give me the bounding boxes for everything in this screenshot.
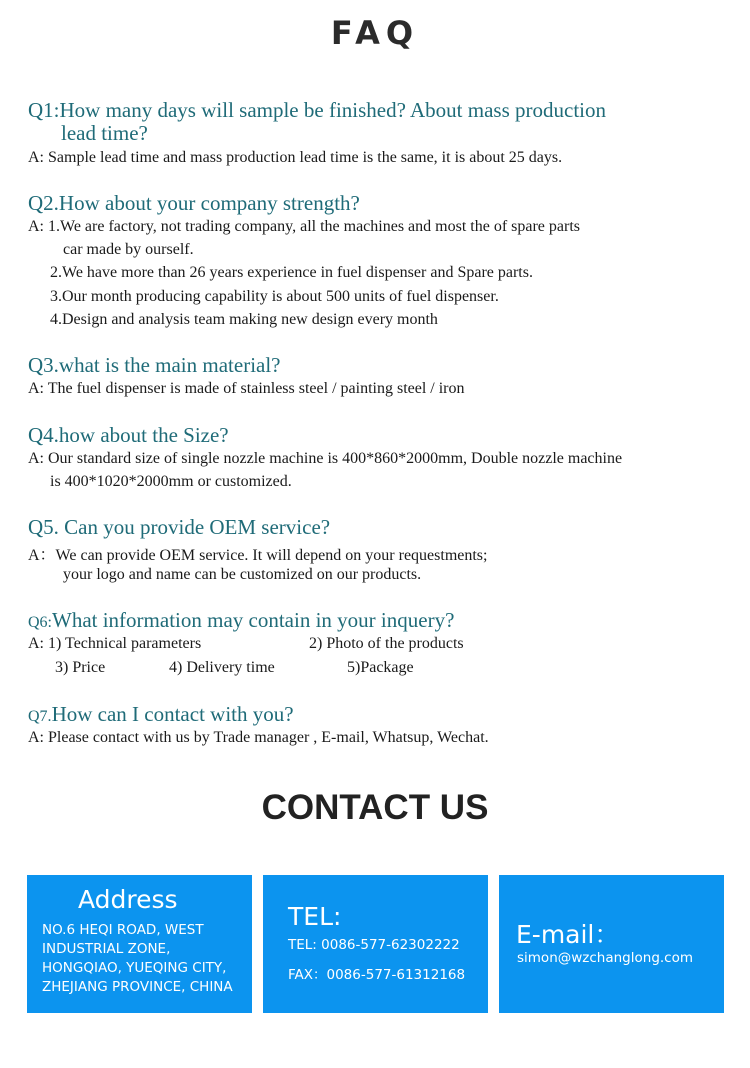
- q2-question: Q2.How about your company strength?: [28, 191, 360, 215]
- q2-answer-line: 4.Design and analysis team making new design every month: [50, 311, 438, 328]
- q7-prefix: Q7.: [28, 708, 52, 725]
- tel-heading: TEL:: [288, 902, 342, 931]
- q6-question-text: What information may contain in your inquery?: [52, 608, 455, 632]
- contact-title: CONTACT US: [261, 788, 489, 827]
- q5-question: Q5. Can you provide OEM service?: [28, 515, 331, 539]
- email-heading-text: E-mail: [516, 920, 595, 949]
- address-line: INDUSTRIAL ZONE,: [42, 941, 171, 957]
- q2-answer-line: A: 1.We are factory, not trading company, all the machines and most the of spare parts: [28, 218, 581, 235]
- email-heading-colon: ：: [594, 920, 620, 949]
- faq-title: FAQ: [330, 14, 420, 52]
- email-card: [499, 875, 724, 1013]
- q4-answer-line: A: Our standard size of single nozzle machine is 400*860*2000mm, Double nozzle machine: [28, 450, 623, 467]
- q6-answer-item: 2) Photo of the products: [309, 635, 464, 652]
- address-heading: Address: [78, 885, 178, 914]
- q6-question: [28, 608, 454, 633]
- q6-prefix: Q6:: [28, 614, 52, 631]
- q2-answer-line: 3.Our month producing capability is about 500 units of fuel dispenser.: [50, 288, 499, 305]
- email-heading: [516, 915, 619, 951]
- address-line: NO.6 HEQI ROAD, WEST: [42, 922, 204, 938]
- email-address-link[interactable]: simon@wzchanglong.com: [517, 950, 694, 966]
- q2-answer-line: 2.We have more than 26 years experience in fuel dispenser and Spare parts.: [50, 264, 533, 281]
- q7-answer: A: Please contact with us by Trade manager , E-mail, Whatsup, Wechat.: [28, 729, 489, 746]
- q6-answer-item: 3) Price: [55, 659, 106, 676]
- q4-question: Q4.how about the Size?: [28, 423, 229, 447]
- q6-answer-item: 5)Package: [347, 659, 414, 676]
- q5-answer-line: your logo and name can be customized on our products.: [63, 566, 422, 583]
- q7-question-text: How can I contact with you?: [51, 702, 294, 726]
- q5-answer-line: A：We can provide OEM service. It will depend on your requestments;: [28, 547, 488, 564]
- q2-answer-line: car made by ourself.: [63, 241, 194, 258]
- q3-question: Q3.what is the main material?: [28, 353, 281, 377]
- address-line: HONGQIAO, YUEQING CITY,: [42, 960, 227, 976]
- address-card: [27, 875, 252, 1013]
- tel-card: [263, 875, 488, 1013]
- q6-answer-item: A: 1) Technical parameters: [28, 635, 202, 652]
- fax-number: FAX：0086-577-61312168: [288, 967, 466, 983]
- q1-answer: A: Sample lead time and mass production lead time is the same, it is about 25 days.: [28, 149, 563, 166]
- q3-answer: A: The fuel dispenser is made of stainless steel / painting steel / iron: [28, 380, 465, 397]
- q6-answer-item: 4) Delivery time: [169, 659, 275, 676]
- q4-answer-line: is 400*1020*2000mm or customized.: [50, 473, 292, 490]
- tel-number: TEL: 0086-577-62302222: [288, 937, 460, 953]
- q1-question-line2: lead time?: [61, 121, 148, 145]
- q1-question-line1: Q1:How many days will sample be finished? About mass production: [28, 98, 607, 122]
- q7-question: [28, 702, 294, 727]
- address-line: ZHEJIANG PROVINCE, CHINA: [42, 979, 233, 995]
